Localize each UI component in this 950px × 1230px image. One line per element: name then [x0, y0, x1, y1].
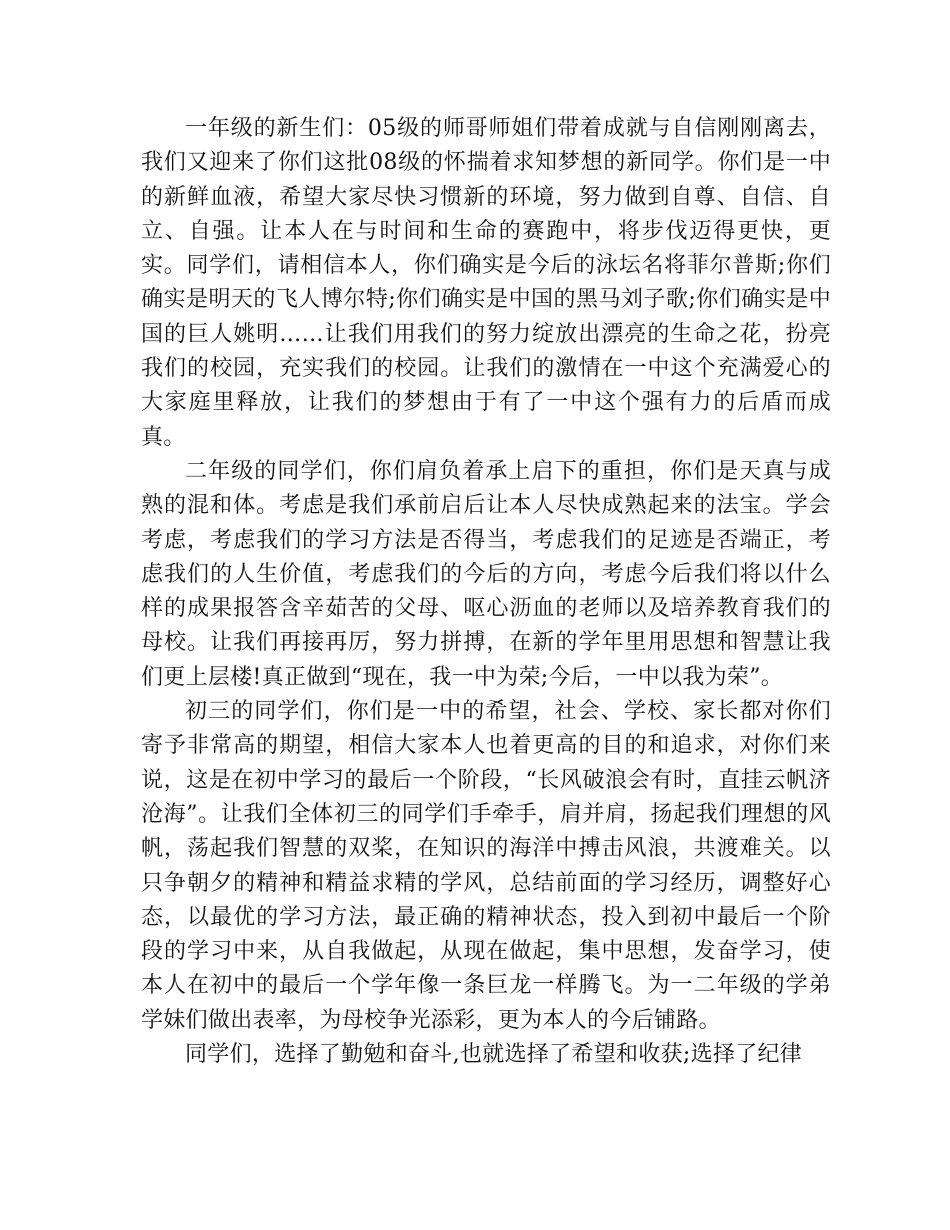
paragraph-grade-two: 二年级的同学们，你们肩负着承上启下的重担，你们是天真与成熟的混和体。考虑是我们承前启后让本人尽快成熟起来的法宝。学会考虑，考虑我们的学习方法是否得当，考虑我们的足迹是否端正，考虑我们的人生价值，考虑我们的今后的方向，考虑今后我们将以什么样的成果报答含辛茹苦的父母、呕心沥血的老师以及培养教育我们的母校。让我们再接再厉，努力拼搏，在新的学年里用思想和智慧让我们更上层楼!真正做到“现在，我一中为荣;今后，一中以我为荣”。	[141, 458, 831, 690]
paragraph-closing: 同学们，选择了勤勉和奋斗,也就选择了希望和收获;选择了纪律	[185, 1042, 803, 1068]
paragraph-grade-one: 一年级的新生们：05级的师哥师姐们带着成就与自信刚刚离去，我们又迎来了你们这批08级的怀揣着求知梦想的新同学。你们是一中的新鲜血液，希望大家尽快习惯新的环境，努力做到自尊、自信、自立、自强。让本人在与时间和生命的赛跑中，将步伐迈得更快，更实。同学们，请相信本人，你们确实是今后的泳坛名将菲尔普斯;你们确实是明天的飞人博尔特;你们确实是中国的黑马刘子歌;你们确实是中国的巨人姚明……让我们用我们的努力绽放出漂亮的生命之花，扮亮我们的校园，充实我们的校园。让我们的激情在一中这个充满爱心的大家庭里释放，让我们的梦想由于有了一中这个强有力的后盾而成真。	[141, 116, 831, 450]
paragraph-grade-three: 初三的同学们，你们是一中的希望，社会、学校、家长都对你们寄予非常高的期望，相信大家本人也着更高的目的和追求，对你们来说，这是在初中学习的最后一个阶段，“长风破浪会有时，直挂云帆济沧海”。让我们全体初三的同学们手牵手，肩并肩，扬起我们理想的风帆，荡起我们智慧的双桨，在知识的海洋中搏击风浪，共渡难关。以只争朝夕的精神和精益求精的学风，总结前面的学习经历，调整好心态，以最优的学习方法，最正确的精神状态，投入到初中最后一个阶段的学习中来，从自我做起，从现在做起，集中思想，发奋学习，使本人在初中的最后一个学年像一条巨龙一样腾飞。为一二年级的学弟学妹们做出表率，为母校争光添彩，更为本人的今后铺路。	[141, 699, 831, 1033]
document-body	[141, 112, 831, 1072]
